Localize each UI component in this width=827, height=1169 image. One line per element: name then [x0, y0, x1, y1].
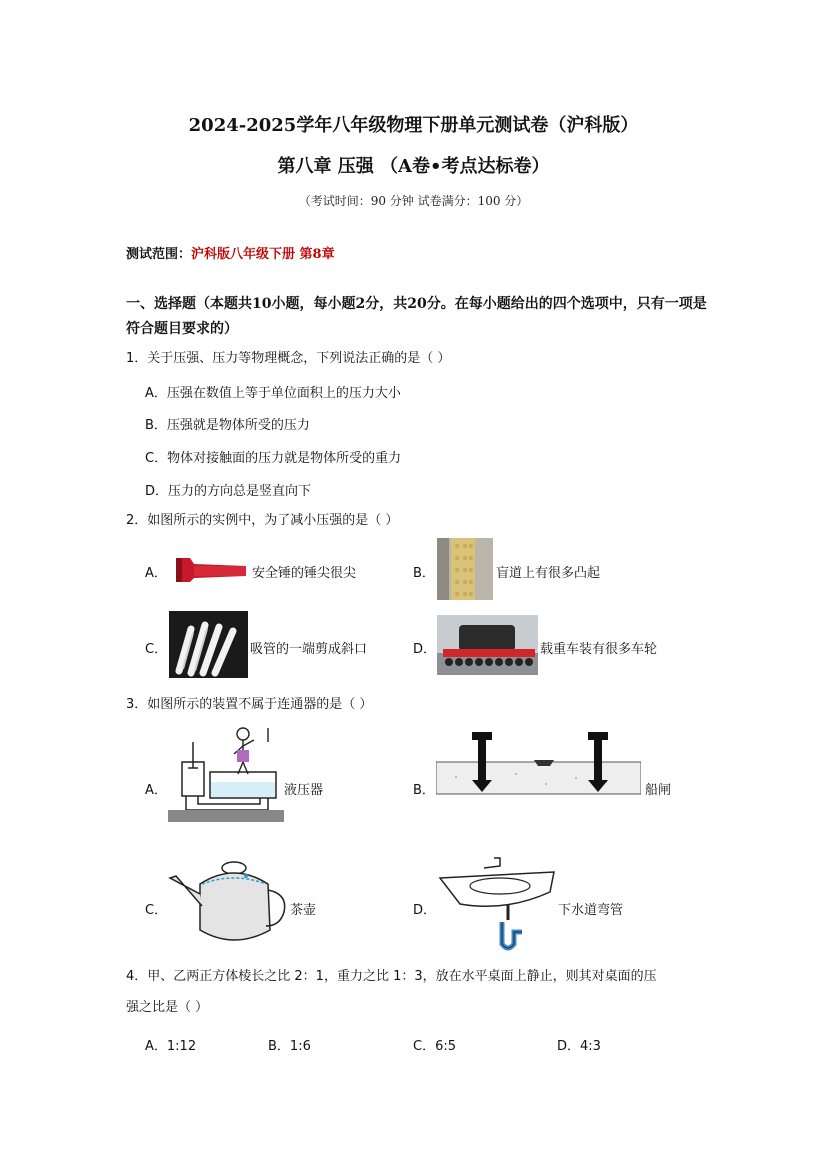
chapter-title: 第八章 压强 （A卷•考点达标卷）	[277, 156, 550, 177]
straws-image	[169, 611, 248, 678]
q1-option-d: D．压力的方向总是竖直向下	[145, 484, 312, 499]
question-2-stem: 2．如图所示的实例中，为了减小压强的是（ ）	[126, 513, 399, 528]
q3-caption-c: 茶壶	[290, 903, 317, 918]
scope-label: 测试范围：	[126, 247, 192, 262]
q4-option-b: B．1:6	[268, 1039, 311, 1054]
teapot-image	[166, 854, 288, 954]
q4-option-a: A．1:12	[145, 1039, 197, 1054]
q3-caption-a: 液压器	[284, 783, 324, 798]
q1-option-b: B．压强就是物体所受的压力	[145, 418, 310, 433]
exam-info: （考试时间：90 分钟 试卷满分：100 分）	[298, 194, 529, 208]
q2-option-c-letter: C．	[145, 642, 168, 657]
q2-caption-a: 安全锤的锤尖很尖	[252, 566, 357, 581]
question-3-stem: 3．如图所示的装置不属于连通器的是（ ）	[126, 697, 373, 712]
test-scope	[126, 243, 335, 262]
q4-option-d: D．4:3	[557, 1039, 601, 1054]
q3-option-a-letter: A．	[145, 783, 167, 798]
question-4-stem-line-2: 强之比是（ ）	[126, 1000, 209, 1015]
q3-option-b-letter: B．	[413, 783, 435, 798]
sink-drain-image	[436, 852, 558, 958]
hydraulic-press-image	[168, 722, 284, 822]
ship-lock-image	[436, 722, 641, 814]
q3-option-d-letter: D．	[413, 903, 437, 918]
q1-option-a: A．压强在数值上等于单位面积上的压力大小	[145, 386, 401, 401]
q2-option-a-letter: A．	[145, 566, 167, 581]
q3-caption-d: 下水道弯管	[558, 903, 624, 918]
q2-caption-d: 载重车装有很多车轮	[540, 642, 658, 657]
q4-option-c: C．6:5	[413, 1039, 456, 1054]
scope-value: 沪科版八年级下册 第8章	[191, 247, 335, 262]
question-4-stem-line-1: 4．甲、乙两正方体棱长之比 2：1，重力之比 1：3，放在水平桌面上静止，则其对桌面的压	[126, 969, 657, 984]
exam-title: 2024-2025学年八年级物理下册单元测试卷（沪科版）	[188, 115, 639, 136]
q2-caption-c: 吸管的一端剪成斜口	[250, 642, 368, 657]
q2-option-d-letter: D．	[413, 642, 437, 657]
section-heading: 一、选择题（本题共10小题，每小题2分，共20分。在每小题给出的四个选项中，只有一项是符合题目要求的）	[126, 296, 707, 337]
q3-option-c-letter: C．	[145, 903, 168, 918]
tactile-paving-image	[437, 538, 493, 600]
question-1-stem: 1．关于压强、压力等物理概念，下列说法正确的是（ ）	[126, 351, 451, 366]
q1-option-c: C．物体对接触面的压力就是物体所受的重力	[145, 451, 402, 466]
safety-hammer-image	[172, 556, 248, 584]
heavy-truck-image	[437, 615, 538, 675]
q2-option-b-letter: B．	[413, 566, 435, 581]
q3-caption-b: 船闸	[645, 783, 672, 798]
q2-caption-b: 盲道上有很多凸起	[496, 566, 601, 581]
